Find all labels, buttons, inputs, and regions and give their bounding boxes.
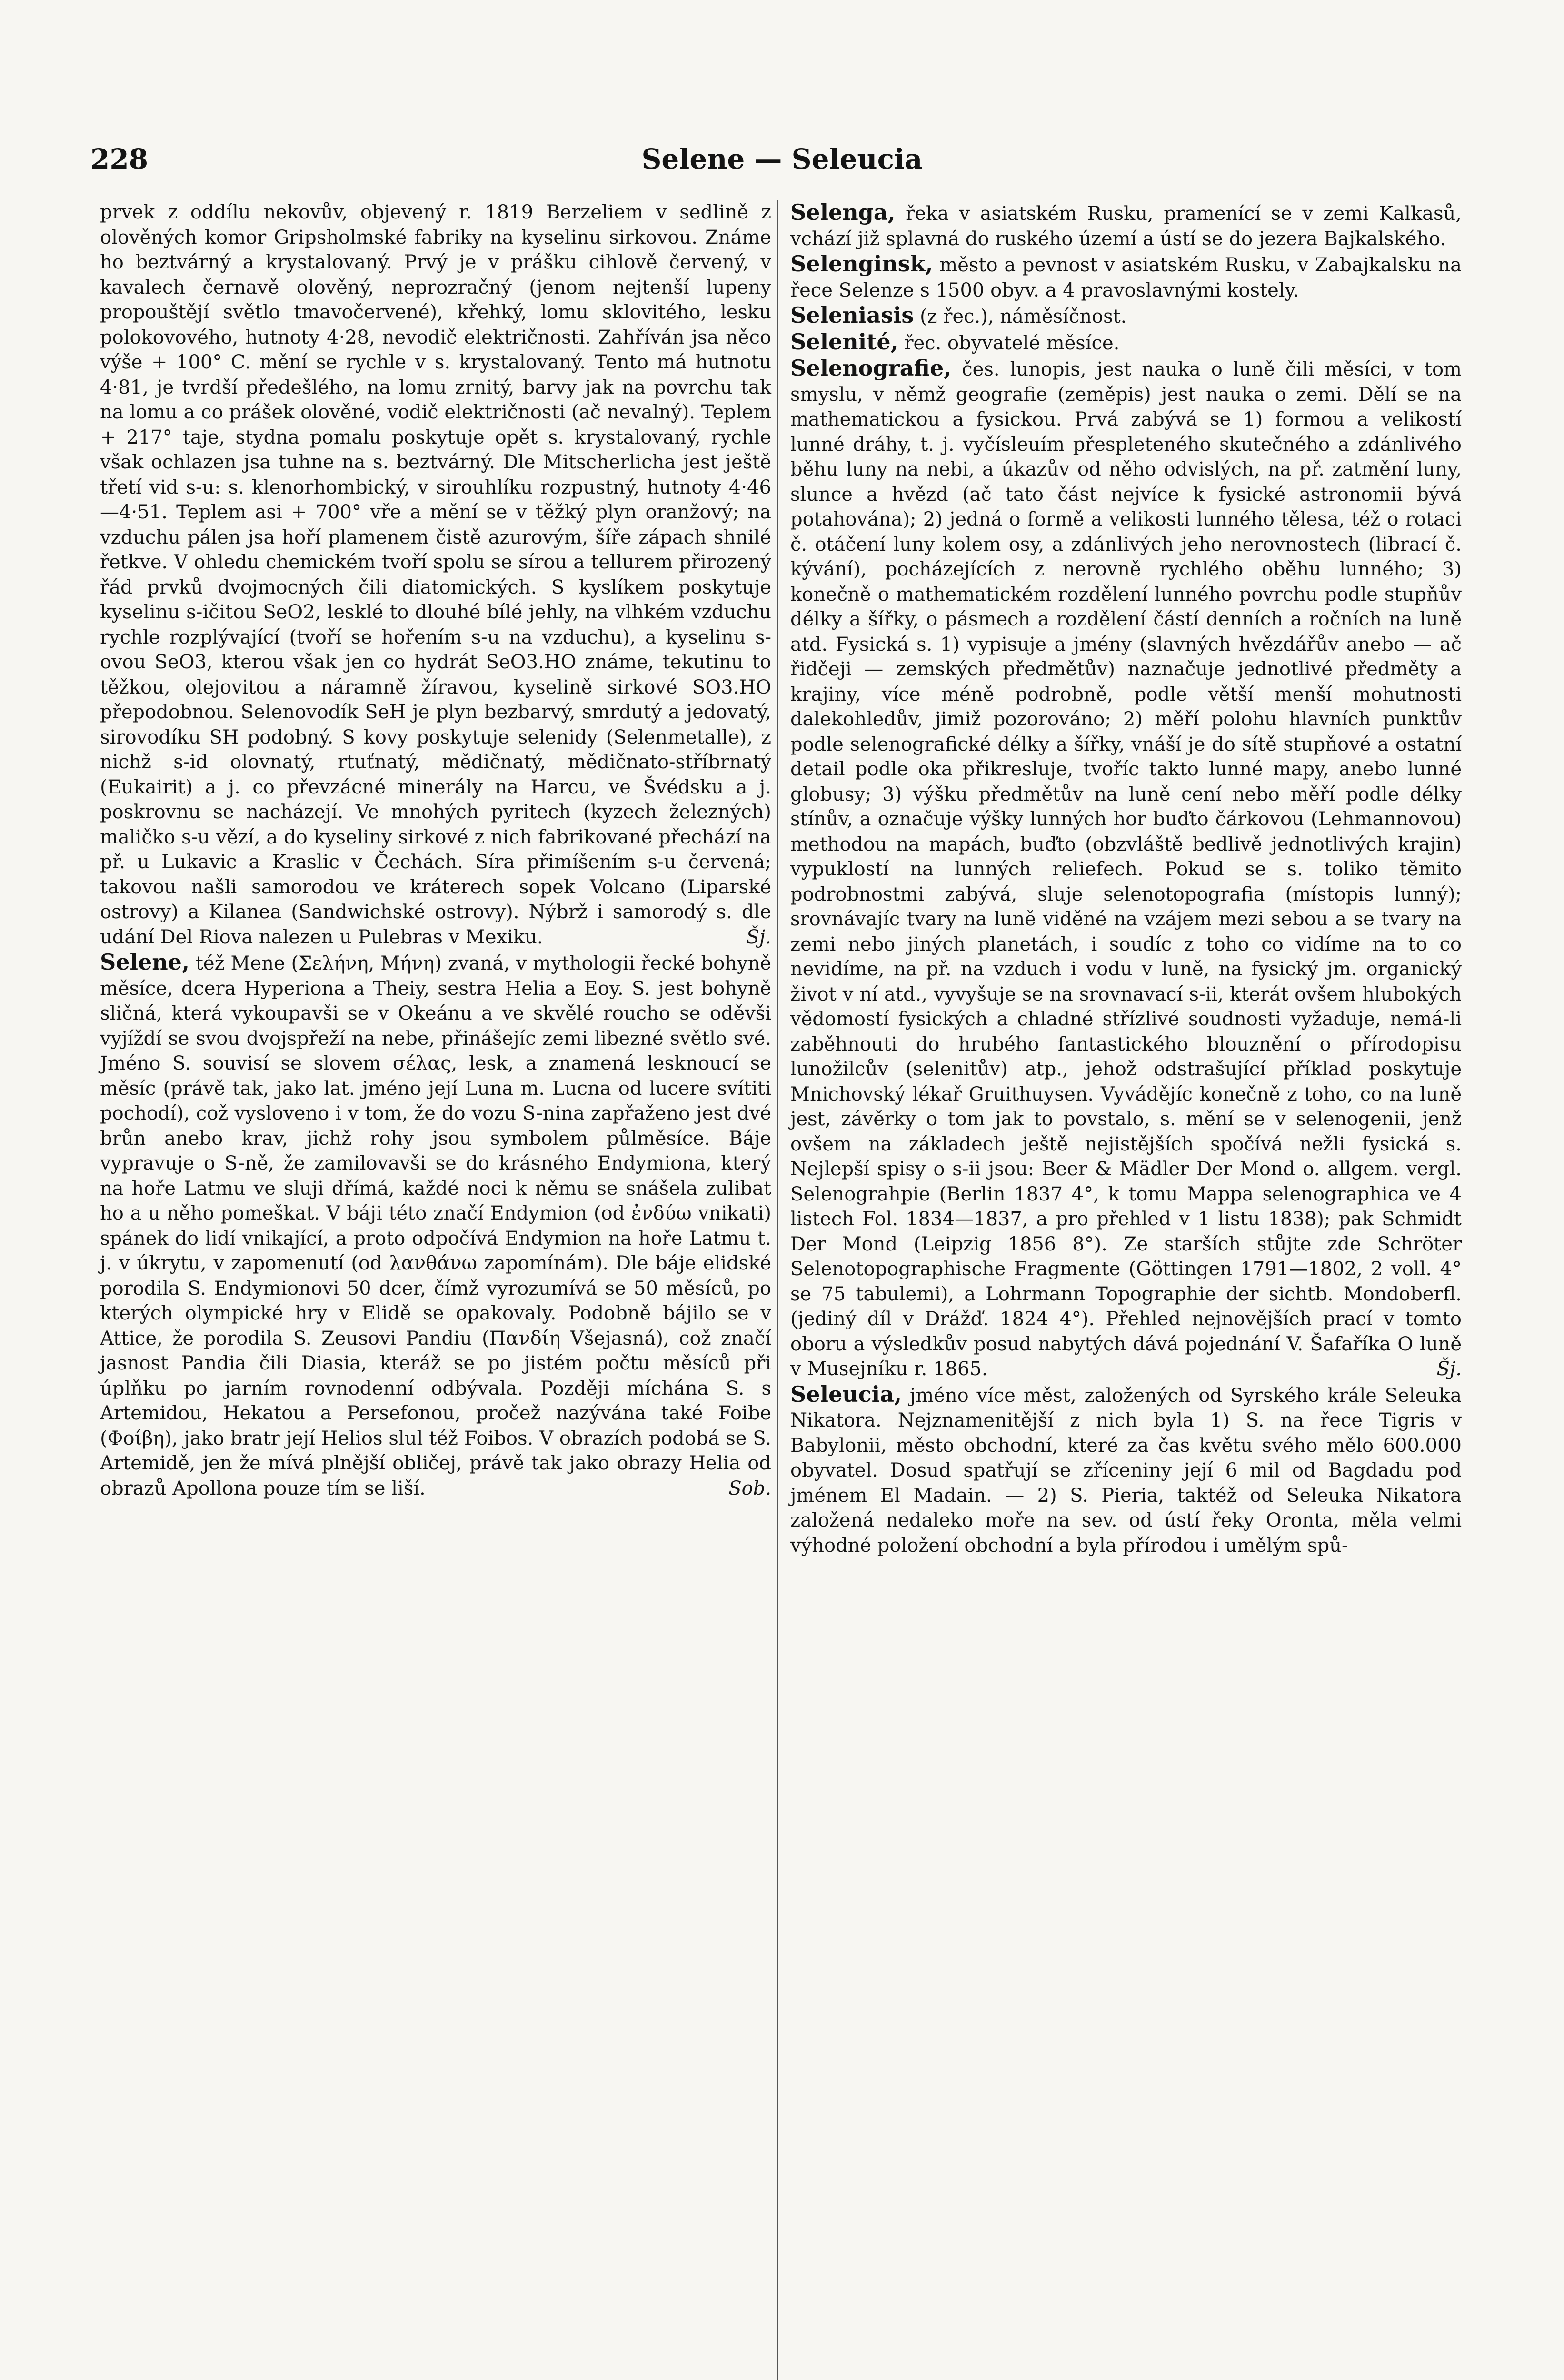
entry-text: řeka v asiatském Rusku, pramenící se v zemi Kalkasů, vchází již splavná do ruského území a ústí se do jezera Bajkalského. bbox=[790, 203, 1462, 250]
left-column bbox=[100, 200, 771, 1501]
entry-headword: Selene, bbox=[100, 949, 189, 975]
entry-text: řec. obyvatelé měsíce. bbox=[904, 332, 1120, 354]
column-divider bbox=[777, 200, 778, 2380]
entry-text: čes. lunopis, jest nauka o luně čili měsíci, v tom smyslu, v němž geografie (zeměpis) jest nauka o zemi. Dělí se na mathematickou a fysickou. Prvá zabývá se 1) formou a velikostí lunné dráhy, t. j. vyčísleuím přespleteného skutečného a zdánlivého běhu luny na nebi, a úkazův od něho odvislých, na př. zatmění luny, slunce a hvězd (ač tato část nejvíce k fysické astronomii bývá potahována); 2) jedná o formě a velikosti lunného tělesa, též o rotaci č. otáčení luny kolem osy, a zdánlivých jeho nerovnostech (librací č. kývání), pocházejících z nerovně rychlého oběhu lunného; 3) konečně o mathematickém rozdělení lunného povrchu podle stupňův délky a šířky, o pásmech a rozdělení částí denních a ročních na luně atd. Fysická s. 1) vypisuje a jmény (slavných hvězdářův anebo — ač řidčeji — zemských předmětův) naznačuje jednotlivé předměty a krajiny, více méně podrobně, podle větší menší mohutnosti dalekohledův, jimiž pozorováno; 2) měří polohu hlavních punktův podle selenografické délky a šířky, vnáší je do sítě stupňové a ostatní detail podle oka přikresluje, tvoříc takto lunné mapy, anebo lunné globusy; 3) výšku předmětův na luně cení nebo měří podle délky stínův, a označuje výšky lunných hor buďto čárkovou (Lehmannovou) methodou na mapách, buďto (obzvláště bedlivě jednotlivých krajin) vypuklostí na lunných reliefech. Pokud se s. toliko těmito podrobnostmi zabývá, sluje selenotopografia (místopis lunný); srovnávajíc tvary na luně viděné na vzájem mezi sebou a se tvary na zemi nebo jiných planetách, i soudíc z toho co vidíme na to co nevidíme, na př. na vzduch i vodu v luně, na fysický jm. organický život v ní atd., vyvyšuje se na srovnavací s-ii, kterát ovšem hlubokých vědomostí fysických a chladné střízlivé soudnosti vyžaduje, nemá-li zaběhnouti do hrubého fantastického blouznění o přírodopisu lunožilcův (selenitův) atp., jehož odstrašující příklad poskytuje Mnichovský lékař Gruithuysen. Vyvádějíc konečně z toho, co na luně jest, závěrky o tom jak to povstalo, s. mění se v selenogenii, jenž ovšem na základech ještě nejistějších spočívá nežli fysická s. Nejlepší spisy o s-ii jsou: Beer & Mädler Der Mond o. allgem. vergl. Selenograhpie (Berlin 1837 4°, k tomu Mappa selenographica ve 4 listech Fol. 1834—1837, a pro přehled v 1 listu 1838); pak Schmidt Der Mond (Leipzig 1856 8°). Ze starších stůjte zde Schröter Selenotopographische Fragmente (Göttingen 1791—1802, 2 voll. 4° se 75 tabulemi), a Lohrmann Topographie der sichtb. Mondoberfl. (jediný díl v Drážď. 1824 4°). Přehled nejnovějších prací v tomto oboru a výsledkův posud nabytých dává pojednání V. Šafaříka O luně v Musejníku r. 1865. bbox=[790, 358, 1462, 1380]
entry-text: jméno více měst, založených od Syrského krále Seleuka Nikatora. Nejznamenitější z nich byla 1) S. na řece Tigris v Babylonii, město obchodní, které za čas květu svého mělo 600.000 obyvatel. Dosud spatřují se zříceniny její 6 mil od Bagdadu pod jménem El Madain. — 2) S. Pieria, taktéž od Seleuka Nikatora založená nedaleko moře na sev. od ústí řeky Oronta, měla velmi výhodné položení obchodní a byla přírodou i umělým spů- bbox=[790, 1384, 1462, 1557]
entry-headword: Selenginsk, bbox=[790, 251, 933, 277]
entry-selenite bbox=[790, 329, 1462, 356]
entry-headword: Selenité, bbox=[790, 328, 898, 355]
page-header bbox=[90, 132, 1474, 175]
entry-text: též Mene (Σελήνη, Μήνη) zvaná, v mythologii řecké bohyně měsíce, dcera Hyperiona a Theiy, sestra Helia a Eoy. S. jest bohyně sličná, která vykoupavši se v Okeánu a ve skvělé roucho se oděvši vyjíždí se svou dvojspřeží na nebe, přinášejíc zemi libezné světlo své. Jméno S. souvisí se slovem σέλας, lesk, a znamená lesknoucí se měsíc (právě tak, jako lat. jméno její Luna m. Lucna od lucere svítiti pochodí), což vysloveno i v tom, že do vozu S-nina zapřaženo jest dvé brůn anebo krav, jichž rohy jsou symbolem půlměsíce. Báje vypravuje o S-ně, že zamilovavši se do krásného Endymiona, který na hoře Latmu ve sluji dřímá, každé noci k němu se snášela zulibat ho a u něho pomeškat. V báji této značí Endymion (od ἐνδύω vnikati) spánek do lidí vnikající, a proto odpočívá Endymion na hoře Latmu t. j. v úkrytu, v zapomenutí (od λανθάνω zapomínám). Dle báje elidské porodila S. Endymionovi 50 dcer, čímž vyrozumívá se 50 měsíců, po kterých olympické hry v Elidě se opakovaly. Podobně bájilo se v Attice, že porodila S. Zeusovi Pandiu (Πανδίη Všejasná), což značí jasnost Pandia čili Diasia, kteráž se po jistém počtu měsíců při úplňku po jarním rovnodenní odbývala. Později míchána S. s Artemidou, Hekatou a Persefonou, pročež nazývána také Foibe (Φοίβη), jako bratr její Helios slul též Foibos. V obrazích podobá se S. Artemidě, jen že mívá plnější obličej, právě tak jako obrazy Helia od obrazů Apollona pouze tím se liší. bbox=[100, 952, 772, 1499]
entry-headword: Selenga, bbox=[790, 199, 896, 225]
entry-selene bbox=[100, 950, 771, 1501]
entry-signature: Šj. bbox=[1436, 1358, 1462, 1380]
entry-signature: Šj. bbox=[746, 926, 771, 948]
running-title: Selene — Seleucia bbox=[641, 143, 923, 175]
entry-selenografie bbox=[790, 356, 1462, 1382]
entry-text: město a pevnost v asiatském Rusku, v Zabajkalsku na řece Selenze s 1500 obyv. a 4 pravoslavnými kostely. bbox=[790, 254, 1462, 301]
entry-seleucia bbox=[790, 1382, 1462, 1558]
entry-text: (z řec.), náměsíčnost. bbox=[919, 306, 1127, 327]
entry-headword: Seleniasis bbox=[790, 302, 914, 328]
entry-headword: Seleucia, bbox=[790, 1381, 902, 1407]
page-number: 228 bbox=[90, 143, 149, 175]
entry-text: prvek z oddílu nekovův, objevený r. 1819 Berzeliem v sedlině z olověných komor Gripsholmské fabriky na kyselinu sirkovou. Známe ho beztvárný a krystalovaný. Prvý je v prášku cihlově červený, v kavalech černavě olověný, neprozračný (jenom nejtenší lupeny propouštějí světlo tmavočervené), křehký, lomu sklovitého, lesku polokovového, hutnoty 4·28, nevodič električnosti. Zahříván jsa něco výše + 100° C. mění se rychle v s. krystalovaný. Tento má hutnotu 4·81, je tvrdší předešlého, na lomu zrnitý, barvy jak na povrchu tak na lomu a co prášek olověné, vodič električnosti (ač nevalný). Teplem + 217° taje, stydna pomalu poskytuje opět s. krystalovaný, rychle však ochlazen jsa tuhne na s. beztvárný. Dle Mitscherlicha jest ještě třetí vid s-u: s. klenorhombický, v sirouhlíku rozpustný, hutnoty 4·46—4·51. Teplem asi + 700° vře a mění se v těžký plyn oranžový; na vzduchu pálen jsa hoří plamenem čistě azurovým, šíře zápach shnilé řetkve. V ohledu chemickém tvoří spolu se sírou a tellurem přirozený řád prvků dvojmocných čili diatomických. S kyslíkem poskytuje kyselinu s-ičitou SeO2, lesklé to dlouhé bílé jehly, na vlhkém vzduchu rychle rozplývající (tvoří se hořením s-u na vzduchu), a kyselinu s-ovou SeO3, kterou však jen co hydrát SeO3.HO známe, tekutinu to těžkou, olejovitou a náramně žíravou, kyselině sirkové SO3.HO přepodobnou. Selenovodík SeH je plyn bezbarvý, smrdutý a jedovatý, sirovodíku SH podobný. S kovy poskytuje selenidy (Selenmetalle), z nichž s-id olovnatý, rtuťnatý, mědičnatý, mědičnato-stříbrnatý (Eukairit) a j. co převzácné minerály na Harcu, ve Švédsku a j. poskrovnu se nacházejí. Ve mnohých pyritech (kyzech železných) maličko s-u vězí, a do kyseliny sirkové z nich fabrikované přechází na př. u Lukavic a Kraslic v Čechách. Síra přimíšením s-u červená; takovou našli samorodou ve kráterech sopek Volcano (Liparské ostrovy) a Kilanea (Sandwichské ostrovy). Nýbrž i samorodý s. dle udání Del Riova nalezen u Pulebras v Mexiku. bbox=[100, 201, 771, 948]
right-column bbox=[790, 200, 1462, 1558]
entry-selen-continued bbox=[100, 200, 771, 950]
entry-signature: Sob. bbox=[728, 1477, 771, 1499]
entry-selenga bbox=[790, 200, 1462, 251]
entry-headword: Selenografie, bbox=[790, 355, 952, 381]
entry-seleniasis bbox=[790, 303, 1462, 329]
entry-selenginsk bbox=[790, 251, 1462, 303]
